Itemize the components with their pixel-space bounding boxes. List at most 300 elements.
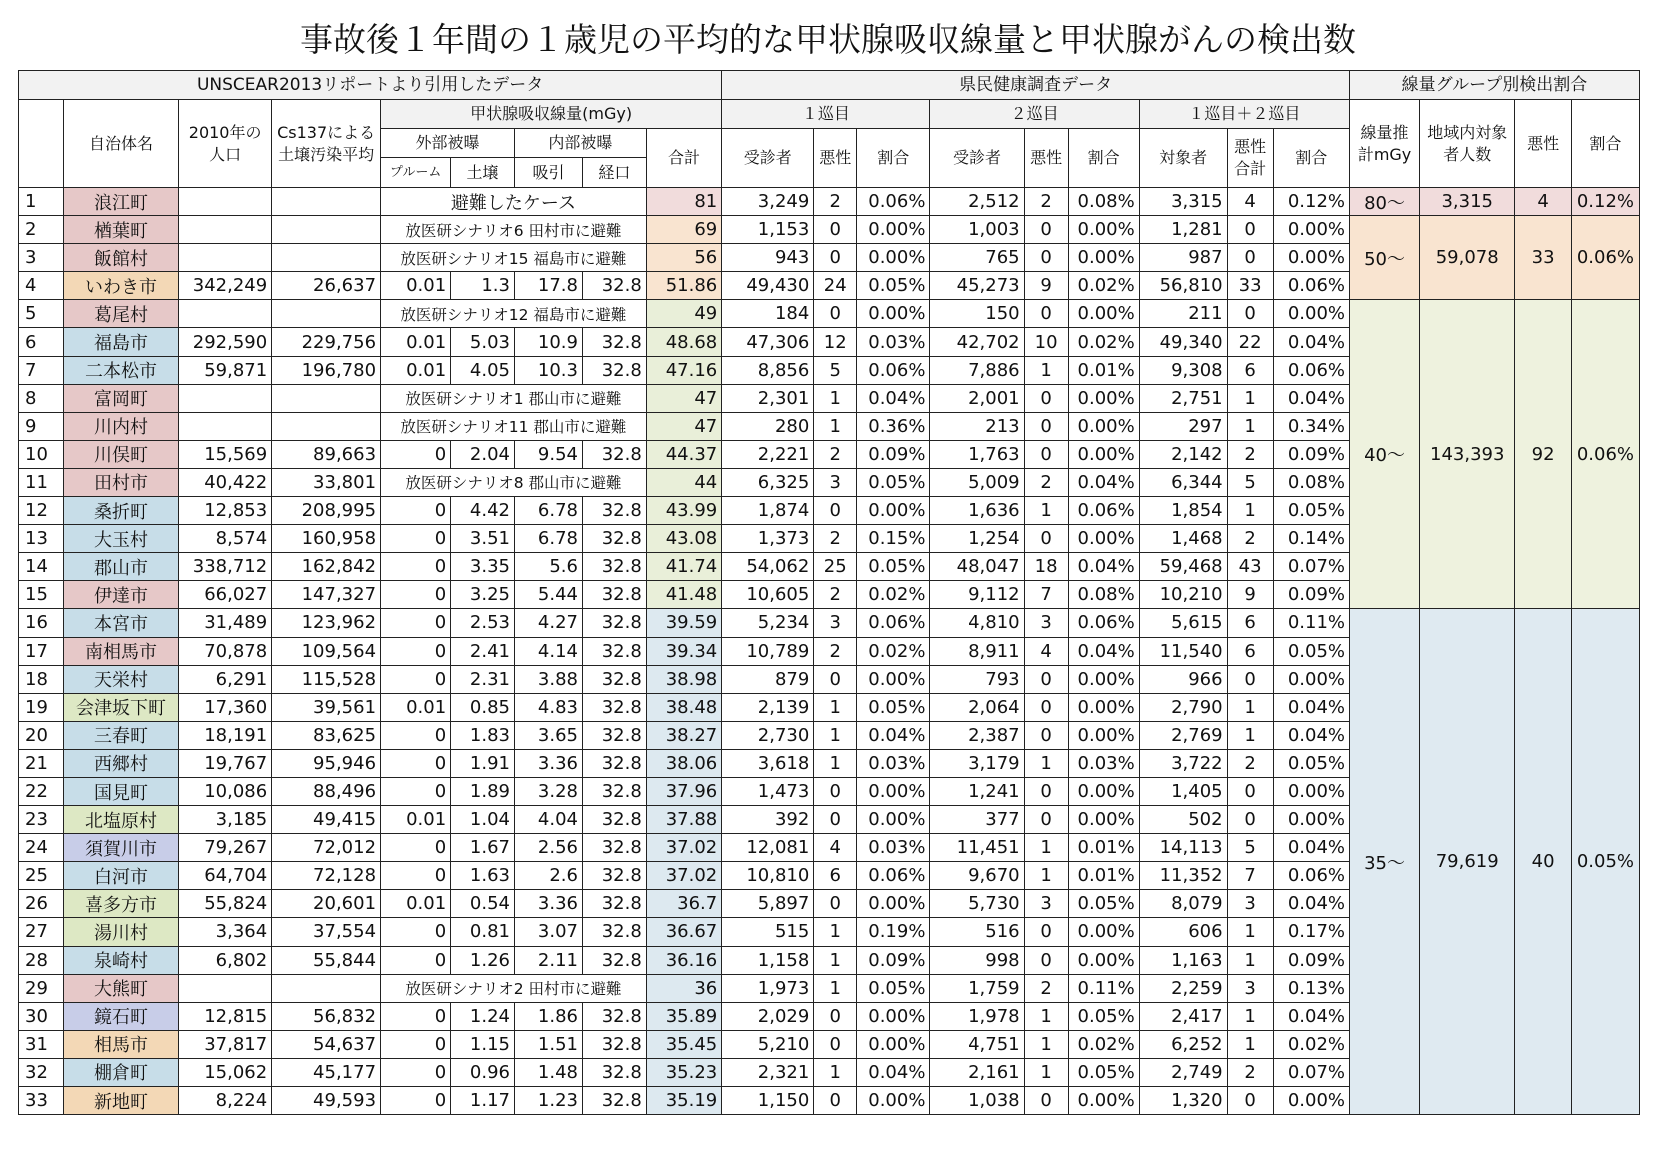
plume-dose-cell: 0 (381, 553, 451, 581)
population-cell: 40,422 (179, 468, 272, 496)
population-cell: 18,191 (179, 721, 272, 749)
oral-dose-cell: 32.8 (582, 862, 646, 890)
row-number: 23 (19, 806, 64, 834)
population-cell: 55,824 (179, 890, 272, 918)
r2-examinees-cell: 1,978 (930, 1002, 1024, 1030)
population-cell: 70,878 (179, 637, 272, 665)
r2-malignant-cell: 0 (1024, 806, 1068, 834)
oral-dose-cell: 32.8 (582, 721, 646, 749)
r2-ratio-cell: 0.00% (1068, 777, 1139, 805)
r1-ratio-cell: 0.36% (857, 412, 930, 440)
r1-ratio-cell: 0.00% (857, 216, 930, 244)
dose-total-cell: 37.02 (646, 834, 721, 862)
row-number: 15 (19, 581, 64, 609)
r2-ratio-cell: 0.00% (1068, 946, 1139, 974)
evacuation-note: 放医研シナリオ12 福島市に避難 (381, 300, 647, 328)
oral-dose-cell: 32.8 (582, 918, 646, 946)
total-targets-cell: 987 (1139, 244, 1227, 272)
r2-malignant-cell: 3 (1024, 890, 1068, 918)
plume-dose-cell: 0 (381, 637, 451, 665)
r1-examinees-cell: 8,856 (722, 356, 814, 384)
total-ratio-cell: 0.34% (1273, 412, 1349, 440)
r2-examinees-cell: 2,161 (930, 1058, 1024, 1086)
total-ratio-cell: 0.09% (1273, 581, 1349, 609)
total-malignant-cell: 1 (1227, 918, 1273, 946)
inhale-header: 吸引 (514, 158, 582, 188)
r2-examinees-cell: 150 (930, 300, 1024, 328)
r1-examinees-cell: 515 (722, 918, 814, 946)
r1-malignant-cell: 2 (814, 188, 857, 216)
total-malignant-cell: 3 (1227, 974, 1273, 1002)
group-targets-cell: 3,315 (1420, 188, 1515, 216)
oral-dose-cell: 32.8 (582, 581, 646, 609)
r1-examinees-cell: 54,062 (722, 553, 814, 581)
inhale-dose-cell: 3.65 (514, 721, 582, 749)
total-malignant-cell: 9 (1227, 581, 1273, 609)
r1-examinees-cell: 49,430 (722, 272, 814, 300)
population-header: 2010年の人口 (179, 100, 272, 188)
dose-total-cell: 38.06 (646, 749, 721, 777)
population-cell: 59,871 (179, 356, 272, 384)
table-row (19, 300, 1640, 328)
total-ratio-cell: 0.06% (1273, 272, 1349, 300)
r2-examinees-cell: 4,751 (930, 1030, 1024, 1058)
cs137-cell (272, 412, 381, 440)
cs137-cell: 147,327 (272, 581, 381, 609)
r1-malignant-cell: 0 (814, 1087, 857, 1115)
inhale-dose-cell: 3.28 (514, 777, 582, 805)
total-malignant-cell: 33 (1227, 272, 1273, 300)
oral-dose-cell: 32.8 (582, 749, 646, 777)
plume-dose-cell: 0 (381, 918, 451, 946)
total-targets-cell: 1,163 (1139, 946, 1227, 974)
group-ratio-header: 線量グループ別検出割合 (1350, 71, 1640, 100)
inhale-dose-cell: 9.54 (514, 440, 582, 468)
total-ratio-cell: 0.06% (1273, 862, 1349, 890)
evacuation-note: 放医研シナリオ11 郡山市に避難 (381, 412, 647, 440)
r2-malignant-cell: 1 (1024, 1058, 1068, 1086)
population-cell: 66,027 (179, 581, 272, 609)
r2-ratio-cell: 0.04% (1068, 468, 1139, 496)
r2-malignant-cell: 0 (1024, 300, 1068, 328)
plume-dose-cell: 0 (381, 525, 451, 553)
round1-header: １巡目 (722, 100, 930, 129)
population-cell: 8,574 (179, 525, 272, 553)
r1-ratio-cell: 0.00% (857, 665, 930, 693)
r2-ratio-cell: 0.03% (1068, 749, 1139, 777)
r2-ratio-header: 割合 (1068, 129, 1139, 188)
row-number: 28 (19, 946, 64, 974)
oral-dose-cell: 32.8 (582, 1002, 646, 1030)
row-number: 10 (19, 440, 64, 468)
total-malignant-cell: 0 (1227, 244, 1273, 272)
evacuation-note: 放医研シナリオ1 郡山市に避難 (381, 384, 647, 412)
plume-dose-cell: 0 (381, 946, 451, 974)
cs137-cell: 54,637 (272, 1030, 381, 1058)
soil-dose-cell: 2.04 (451, 440, 515, 468)
total-malignant-cell: 2 (1227, 440, 1273, 468)
cs137-cell: 95,946 (272, 749, 381, 777)
oral-dose-cell: 32.8 (582, 834, 646, 862)
r2-malignant-cell: 0 (1024, 693, 1068, 721)
r1-malignant-cell: 2 (814, 637, 857, 665)
r1-malignant-cell: 25 (814, 553, 857, 581)
inhale-dose-cell: 1.86 (514, 1002, 582, 1030)
row-number: 17 (19, 637, 64, 665)
total-ratio-cell: 0.12% (1273, 188, 1349, 216)
dose-total-cell: 49 (646, 300, 721, 328)
inhale-dose-cell: 5.44 (514, 581, 582, 609)
r2-examinees-cell: 48,047 (930, 553, 1024, 581)
total-ratio-cell: 0.14% (1273, 525, 1349, 553)
r2-examinees-cell: 1,038 (930, 1087, 1024, 1115)
r1-ratio-cell: 0.03% (857, 834, 930, 862)
dose-total-cell: 47.16 (646, 356, 721, 384)
cs137-cell: 123,962 (272, 609, 381, 637)
population-cell: 15,569 (179, 440, 272, 468)
total-ratio-cell: 0.00% (1273, 216, 1349, 244)
r2-ratio-cell: 0.01% (1068, 862, 1139, 890)
plume-dose-cell: 0 (381, 777, 451, 805)
r1-ratio-cell: 0.02% (857, 581, 930, 609)
r1-ratio-cell: 0.00% (857, 1030, 930, 1058)
r2-examinees-cell: 3,179 (930, 749, 1024, 777)
municipality-name: 大熊町 (63, 974, 178, 1002)
population-cell (179, 412, 272, 440)
r1-ratio-cell: 0.05% (857, 272, 930, 300)
total-ratio-cell: 0.04% (1273, 384, 1349, 412)
r1-examinees-cell: 2,029 (722, 1002, 814, 1030)
cs137-cell (272, 384, 381, 412)
total-malignant-cell: 1 (1227, 384, 1273, 412)
total-targets-cell: 1,854 (1139, 497, 1227, 525)
total-malignant-cell: 1 (1227, 1002, 1273, 1030)
municipality-name: 泉崎村 (63, 946, 178, 974)
r1-examinees-header: 受診者 (722, 129, 814, 188)
r1-ratio-cell: 0.09% (857, 946, 930, 974)
total-malignant-cell: 5 (1227, 834, 1273, 862)
r1-examinees-cell: 5,234 (722, 609, 814, 637)
cs137-cell: 196,780 (272, 356, 381, 384)
municipality-name: 湯川村 (63, 918, 178, 946)
row-number: 29 (19, 974, 64, 1002)
group-ratio-cell: 0.05% (1571, 609, 1639, 1115)
r2-ratio-cell: 0.06% (1068, 497, 1139, 525)
soil-dose-cell: 2.31 (451, 665, 515, 693)
cs137-cell: 45,177 (272, 1058, 381, 1086)
oral-dose-cell: 32.8 (582, 665, 646, 693)
population-cell (179, 244, 272, 272)
total-ratio-cell: 0.00% (1273, 244, 1349, 272)
soil-dose-cell: 1.67 (451, 834, 515, 862)
row-number: 25 (19, 862, 64, 890)
table-body (19, 188, 1640, 1115)
total-ratio-cell: 0.08% (1273, 468, 1349, 496)
r2-malignant-cell: 1 (1024, 749, 1068, 777)
total-malignant-cell: 1 (1227, 497, 1273, 525)
r2-malignant-cell: 0 (1024, 384, 1068, 412)
r2-ratio-cell: 0.00% (1068, 244, 1139, 272)
soil-dose-cell: 3.51 (451, 525, 515, 553)
total-malignant-cell: 1 (1227, 412, 1273, 440)
total-targets-cell: 2,769 (1139, 721, 1227, 749)
cs137-cell: 20,601 (272, 890, 381, 918)
r1-ratio-cell: 0.00% (857, 777, 930, 805)
cs137-cell: 49,415 (272, 806, 381, 834)
total-ratio-cell: 0.00% (1273, 300, 1349, 328)
r2-examinees-cell: 9,112 (930, 581, 1024, 609)
total-targets-cell: 5,615 (1139, 609, 1227, 637)
plume-dose-cell: 0 (381, 1002, 451, 1030)
inhale-dose-cell: 1.23 (514, 1087, 582, 1115)
r1-malignant-cell: 0 (814, 300, 857, 328)
total-targets-cell: 14,113 (1139, 834, 1227, 862)
inhale-dose-cell: 2.6 (514, 862, 582, 890)
evacuation-note: 放医研シナリオ2 田村市に避難 (381, 974, 647, 1002)
municipality-header: 自治体名 (63, 100, 178, 188)
oral-dose-cell: 32.8 (582, 1030, 646, 1058)
evacuation-note: 放医研シナリオ6 田村市に避難 (381, 216, 647, 244)
r1-malignant-cell: 1 (814, 1058, 857, 1086)
total-targets-cell: 2,749 (1139, 1058, 1227, 1086)
r2-examinees-cell: 5,009 (930, 468, 1024, 496)
municipality-name: 本宮市 (63, 609, 178, 637)
r2-malignant-cell: 0 (1024, 412, 1068, 440)
r1-examinees-cell: 1,973 (722, 974, 814, 1002)
total-ratio-cell: 0.09% (1273, 440, 1349, 468)
cs137-cell (272, 974, 381, 1002)
r1-malignant-cell: 0 (814, 244, 857, 272)
municipality-name: いわき市 (63, 272, 178, 300)
r2-malignant-cell: 18 (1024, 553, 1068, 581)
cs137-cell: 33,801 (272, 468, 381, 496)
row-number: 21 (19, 749, 64, 777)
inhale-dose-cell: 10.9 (514, 328, 582, 356)
r1-examinees-cell: 184 (722, 300, 814, 328)
r1-examinees-cell: 2,221 (722, 440, 814, 468)
r2-malignant-cell: 1 (1024, 862, 1068, 890)
inhale-dose-cell: 3.07 (514, 918, 582, 946)
municipality-name: 葛尾村 (63, 300, 178, 328)
total-targets-cell: 1,281 (1139, 216, 1227, 244)
soil-dose-cell: 1.15 (451, 1030, 515, 1058)
r2-examinees-cell: 11,451 (930, 834, 1024, 862)
soil-dose-cell: 1.89 (451, 777, 515, 805)
cs137-cell (272, 244, 381, 272)
r2-ratio-cell: 0.11% (1068, 974, 1139, 1002)
r2-examinees-cell: 1,003 (930, 216, 1024, 244)
cs137-cell: 83,625 (272, 721, 381, 749)
plume-dose-cell: 0.01 (381, 328, 451, 356)
total-malignant-cell: 1 (1227, 1030, 1273, 1058)
r1-ratio-cell: 0.04% (857, 384, 930, 412)
cs137-cell: 49,593 (272, 1087, 381, 1115)
soil-dose-cell: 4.05 (451, 356, 515, 384)
population-cell: 19,767 (179, 749, 272, 777)
total-malignant-cell: 43 (1227, 553, 1273, 581)
total-ratio-cell: 0.05% (1273, 637, 1349, 665)
municipality-name: 南相馬市 (63, 637, 178, 665)
dose-total-cell: 37.88 (646, 806, 721, 834)
cs137-cell: 229,756 (272, 328, 381, 356)
dose-total-cell: 44 (646, 468, 721, 496)
total-ratio-cell: 0.00% (1273, 1087, 1349, 1115)
r1-ratio-cell: 0.05% (857, 553, 930, 581)
evacuation-note: 放医研シナリオ8 郡山市に避難 (381, 468, 647, 496)
r1-examinees-cell: 5,210 (722, 1030, 814, 1058)
r1-malignant-cell: 1 (814, 946, 857, 974)
group-malignant-cell: 40 (1515, 609, 1572, 1115)
r1-malignant-header: 悪性 (814, 129, 857, 188)
r1-malignant-cell: 1 (814, 918, 857, 946)
r2-examinees-cell: 1,254 (930, 525, 1024, 553)
r2-malignant-cell: 0 (1024, 946, 1068, 974)
r2-ratio-cell: 0.05% (1068, 1058, 1139, 1086)
soil-dose-cell: 1.3 (451, 272, 515, 300)
r1-malignant-cell: 1 (814, 974, 857, 1002)
plume-dose-cell: 0 (381, 609, 451, 637)
total-ratio-cell: 0.04% (1273, 693, 1349, 721)
dose-total-cell: 37.02 (646, 862, 721, 890)
population-cell: 17,360 (179, 693, 272, 721)
group-ratio-cell: 0.06% (1571, 216, 1639, 300)
cs137-cell (272, 188, 381, 216)
r2-examinees-cell: 2,387 (930, 721, 1024, 749)
r2-ratio-cell: 0.00% (1068, 440, 1139, 468)
dose-total-cell: 36.67 (646, 918, 721, 946)
r2-malignant-cell: 2 (1024, 188, 1068, 216)
total-targets-cell: 1,405 (1139, 777, 1227, 805)
oral-dose-cell: 32.8 (582, 777, 646, 805)
total-ratio-cell: 0.02% (1273, 1030, 1349, 1058)
population-cell (179, 974, 272, 1002)
dose-total-cell: 36 (646, 974, 721, 1002)
soil-dose-cell: 0.81 (451, 918, 515, 946)
population-cell (179, 384, 272, 412)
plume-dose-cell: 0 (381, 1058, 451, 1086)
total-ratio-cell: 0.07% (1273, 1058, 1349, 1086)
total-ratio-cell: 0.00% (1273, 777, 1349, 805)
population-cell: 12,815 (179, 1002, 272, 1030)
plume-dose-cell: 0.01 (381, 356, 451, 384)
r1-ratio-cell: 0.00% (857, 244, 930, 272)
r2-examinees-cell: 793 (930, 665, 1024, 693)
row-number: 18 (19, 665, 64, 693)
cs137-cell: 55,844 (272, 946, 381, 974)
soil-dose-cell: 0.85 (451, 693, 515, 721)
soil-dose-cell: 1.91 (451, 749, 515, 777)
r2-ratio-cell: 0.02% (1068, 272, 1139, 300)
population-cell (179, 216, 272, 244)
r2-malignant-cell: 10 (1024, 328, 1068, 356)
r2-malignant-cell: 0 (1024, 525, 1068, 553)
municipality-name: 二本松市 (63, 356, 178, 384)
inhale-dose-cell: 1.51 (514, 1030, 582, 1058)
r1-malignant-cell: 0 (814, 890, 857, 918)
oral-dose-cell: 32.8 (582, 440, 646, 468)
total-targets-cell: 2,417 (1139, 1002, 1227, 1030)
r2-ratio-cell: 0.00% (1068, 918, 1139, 946)
plume-dose-cell: 0 (381, 749, 451, 777)
oral-dose-cell: 32.8 (582, 1058, 646, 1086)
cs137-cell: 115,528 (272, 665, 381, 693)
r2-malignant-cell: 0 (1024, 440, 1068, 468)
r2-malignant-cell: 0 (1024, 918, 1068, 946)
dose-total-header: 合計 (646, 129, 721, 188)
municipality-name: 川俣町 (63, 440, 178, 468)
cs137-cell: 72,012 (272, 834, 381, 862)
soil-dose-cell: 3.25 (451, 581, 515, 609)
r1-ratio-cell: 0.04% (857, 721, 930, 749)
r2-ratio-cell: 0.00% (1068, 1087, 1139, 1115)
r2-ratio-cell: 0.04% (1068, 553, 1139, 581)
municipality-name: 須賀川市 (63, 834, 178, 862)
dose-total-cell: 35.89 (646, 1002, 721, 1030)
r2-examinees-cell: 1,763 (930, 440, 1024, 468)
r2-ratio-cell: 0.05% (1068, 890, 1139, 918)
total-targets-cell: 11,540 (1139, 637, 1227, 665)
total-ratio-cell: 0.09% (1273, 946, 1349, 974)
r2-malignant-cell: 1 (1024, 1030, 1068, 1058)
oral-dose-cell: 32.8 (582, 553, 646, 581)
r1-malignant-cell: 1 (814, 412, 857, 440)
inhale-dose-cell: 3.36 (514, 749, 582, 777)
r1-ratio-cell: 0.00% (857, 300, 930, 328)
r1-examinees-cell: 5,897 (722, 890, 814, 918)
total-malignant-cell: 4 (1227, 188, 1273, 216)
r1-examinees-cell: 47,306 (722, 328, 814, 356)
soil-dose-cell: 1.04 (451, 806, 515, 834)
municipality-name: 福島市 (63, 328, 178, 356)
total-malignant-cell: 2 (1227, 1058, 1273, 1086)
table-row (19, 609, 1640, 637)
soil-dose-cell: 1.63 (451, 862, 515, 890)
r2-examinees-cell: 2,512 (930, 188, 1024, 216)
dose-total-cell: 36.16 (646, 946, 721, 974)
group-targets-cell: 143,393 (1420, 300, 1515, 609)
total-malignant-cell: 6 (1227, 609, 1273, 637)
total-targets-cell: 10,210 (1139, 581, 1227, 609)
total-ratio-cell: 0.04% (1273, 721, 1349, 749)
r1-examinees-cell: 12,081 (722, 834, 814, 862)
soil-dose-cell: 1.83 (451, 721, 515, 749)
row-number: 22 (19, 777, 64, 805)
r2-malignant-cell: 2 (1024, 974, 1068, 1002)
total-malignant-cell: 7 (1227, 862, 1273, 890)
r2-malignant-cell: 4 (1024, 637, 1068, 665)
group-ratio-cell: 0.12% (1571, 188, 1639, 216)
inhale-dose-cell: 4.04 (514, 806, 582, 834)
r2-malignant-header: 悪性 (1024, 129, 1068, 188)
total-malignant-cell: 3 (1227, 890, 1273, 918)
r2-malignant-cell: 0 (1024, 1087, 1068, 1115)
total-ratio-cell: 0.04% (1273, 890, 1349, 918)
municipality-name: 北塩原村 (63, 806, 178, 834)
row-number: 8 (19, 384, 64, 412)
dose-total-cell: 38.48 (646, 693, 721, 721)
group-targets-cell: 79,619 (1420, 609, 1515, 1115)
r2-examinees-cell: 1,241 (930, 777, 1024, 805)
municipality-name: 新地町 (63, 1087, 178, 1115)
total-targets-cell: 11,352 (1139, 862, 1227, 890)
total-malignant-cell: 0 (1227, 300, 1273, 328)
total-ratio-cell: 0.17% (1273, 918, 1349, 946)
r1-examinees-cell: 10,605 (722, 581, 814, 609)
population-cell: 8,224 (179, 1087, 272, 1115)
inhale-dose-cell: 6.78 (514, 497, 582, 525)
inhale-dose-cell: 4.83 (514, 693, 582, 721)
soil-dose-cell: 1.26 (451, 946, 515, 974)
